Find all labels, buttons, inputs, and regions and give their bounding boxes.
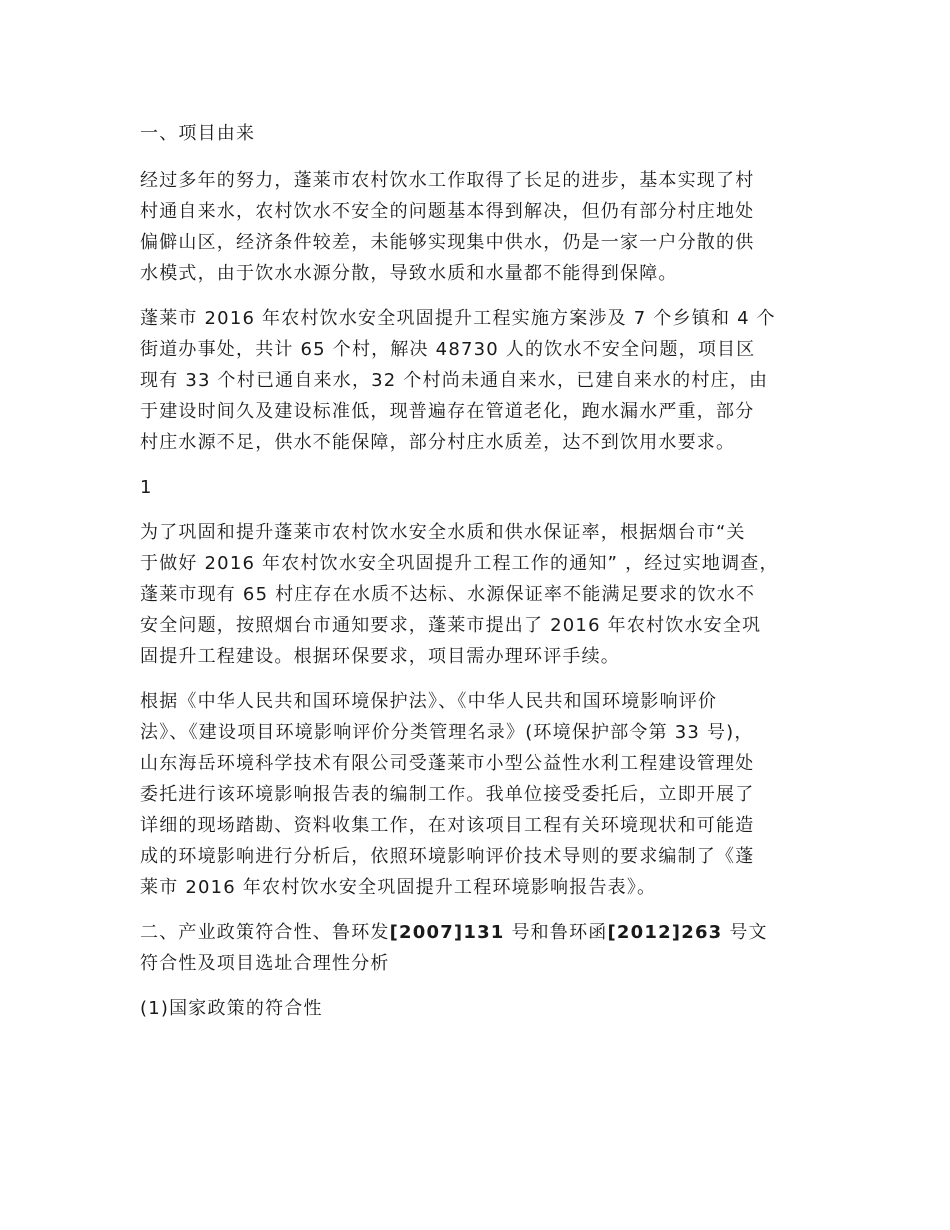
subheading-national-policy: (1)国家政策的符合性 (140, 998, 323, 1019)
paragraph-background (140, 165, 830, 289)
document-number: [2012]263 (607, 922, 723, 943)
paragraph-legal-basis (140, 686, 830, 903)
heading-text: 号文 (722, 922, 768, 943)
paragraph-purpose (140, 517, 830, 672)
text-line: 委托进行该环境影响报告表的编制工作。我单位接受委托后，立即开展了 (140, 784, 755, 805)
text-line: 安全问题，按照烟台市通知要求，蓬莱市提出了 2016 年农村饮水安全巩 (140, 615, 762, 636)
document-page (140, 118, 830, 1038)
text-line: 村通自来水，农村饮水不安全的问题基本得到解决，但仍有部分村庄地处 (140, 201, 755, 222)
page-number: 1 (140, 477, 153, 498)
section-heading-policy-compliance (140, 917, 830, 979)
text-line: 于建设时间久及建设标准低，现普遍存在管道老化，跑水漏水严重，部分 (140, 401, 755, 422)
text-line: 水模式，由于饮水水源分散，导致水质和水量都不能得到保障。 (140, 263, 678, 284)
text-line: 偏僻山区，经济条件较差，未能够实现集中供水，仍是一家一户分散的供 (140, 232, 755, 253)
heading-text: 号和鲁环函 (504, 922, 608, 943)
section-heading-project-origin: 一、项目由来 (140, 123, 256, 144)
text-line: 于做好 2016 年农村饮水安全巩固提升工程工作的通知” ，经过实地调查， (140, 553, 779, 574)
text-line: 现有 33 个村已通自来水，32 个村尚未通自来水，已建自来水的村庄，由 (140, 370, 769, 391)
text-line: 蓬莱市 2016 年农村饮水安全巩固提升工程实施方案涉及 7 个乡镇和 4 个 (140, 308, 776, 329)
text-line: 街道办事处，共计 65 个村，解决 48730 人的饮水不安全问题，项目区 (140, 339, 756, 360)
text-line: 为了巩固和提升蓬莱市农村饮水安全水质和供水保证率，根据烟台市“关 (140, 522, 746, 543)
text-line: 经过多年的努力，蓬莱市农村饮水工作取得了长足的进步，基本实现了村 (140, 170, 755, 191)
text-line: 蓬莱市现有 65 村庄存在水质不达标、水源保证率不能满足要求的饮水不 (140, 584, 756, 605)
text-line: 成的环境影响进行分析后，依照环境影响评价技术导则的要求编制了《蓬 (140, 846, 755, 867)
text-line: 村庄水源不足，供水不能保障，部分村庄水质差，达不到饮用水要求。 (140, 432, 736, 453)
text-line: 固提升工程建设。根据环保要求，项目需办理环评手续。 (140, 646, 620, 667)
text-line: 山东海岳环境科学技术有限公司受蓬莱市小型公益性水利工程建设管理处 (140, 753, 755, 774)
heading-line (140, 917, 830, 948)
text-line: 详细的现场踏勘、资料收集工作，在对该项目工程有关环境现状和可能造 (140, 815, 755, 836)
text-line: 根据《中华人民共和国环境保护法》、《中华人民共和国环境影响评价 (140, 691, 718, 712)
heading-line: 符合性及项目选址合理性分析 (140, 953, 390, 974)
text-line: 莱市 2016 年农村饮水安全巩固提升工程环境影响报告表》。 (140, 877, 657, 898)
heading-text: 二、产业政策符合性、鲁环发 (140, 922, 390, 943)
text-line: 法》、《建设项目环境影响评价分类管理名录》(环境保护部令第 33 号)， (140, 722, 754, 743)
document-number: [2007]131 (389, 922, 505, 943)
paragraph-scope (140, 303, 830, 458)
